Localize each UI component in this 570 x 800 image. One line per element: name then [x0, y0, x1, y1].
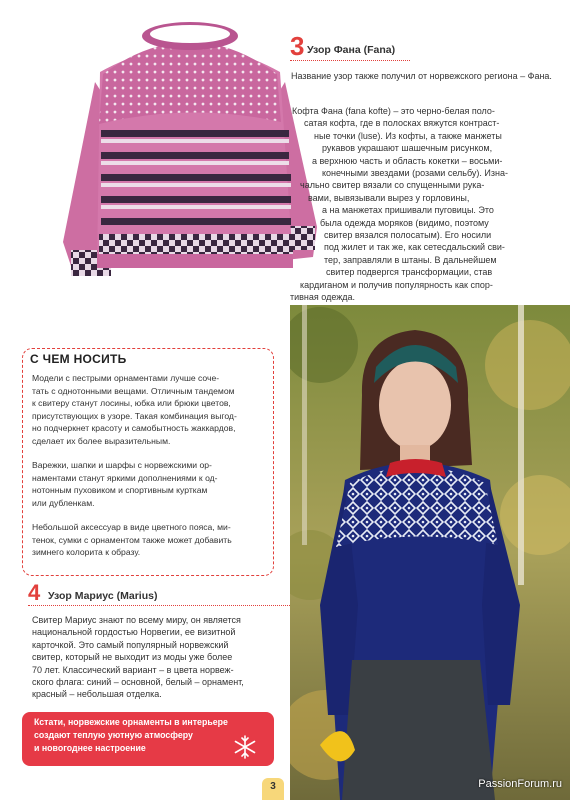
text-line: сатая кофта, где в полосках вяжутся контраст-	[304, 118, 500, 129]
page-number: 3	[270, 781, 276, 792]
text-line: Кстати, норвежские орнаменты в интерьере	[34, 717, 228, 727]
fact-text	[34, 716, 234, 755]
text-line: зимнего колорита к образу.	[32, 547, 141, 558]
callout-paragraph	[32, 372, 237, 448]
text-line: Модели с пестрыми орнаментами лучше соче-	[32, 373, 220, 383]
text-line: красный – небольшая отделка.	[32, 689, 162, 700]
text-line: тать с однотонными вещами. Отличным тандемом	[32, 385, 235, 396]
text-line: рукавов украшают шашечным рисунком,	[322, 143, 493, 154]
text-line: и новогоднее настроение	[34, 743, 146, 753]
text-line: чально свитер вязали со спущенными рука-	[300, 180, 485, 191]
title-underline	[290, 60, 410, 61]
text-line: ского флага: синий – основной, белый – орнамент,	[32, 677, 244, 688]
section-title: Узор Фана (Fana)	[307, 44, 396, 56]
text-line: Кофта Фана (fana kofte) – это черно-белая поло-	[292, 106, 495, 116]
text-line: свитер вязался полосатым). Его носили	[324, 230, 492, 241]
callout-paragraph	[32, 459, 218, 509]
text-line: была одежда моряков (видимо, поэтому	[320, 217, 489, 228]
text-line: создают теплую уютную атмосферу	[34, 730, 193, 740]
text-line: присутствующих в узоре. Такая комбинация выгод-	[32, 410, 237, 421]
text-line: но подчеркнет красоту и самобытность жаккардов,	[32, 423, 236, 434]
text-line: нотонным пуховиком и спортивным курткам	[32, 485, 208, 496]
text-line: к свитеру станут лосины, юбка или брюки цветов,	[32, 398, 231, 409]
text-line: кардиганом и получив популярность как спор-	[300, 279, 493, 290]
section-number: 4	[28, 580, 41, 605]
text-line: свитер подвергся трансформации, став	[326, 267, 493, 278]
callout-paragraph	[32, 521, 232, 559]
section-body	[32, 614, 282, 701]
text-line: а верхнюю часть и область кокетки – восьми-	[312, 155, 503, 166]
text-line: а на манжетах пришивали пуговицы. Это	[322, 205, 494, 216]
text-line: тенок, сумки с орнаментом также может добавить	[32, 534, 232, 545]
section-number: 3	[290, 31, 305, 61]
text-line: ные точки (luse). Из кофты, а также манжеты	[314, 130, 502, 141]
text-line: под жилет и так же, как сетесдальский сви-	[324, 242, 505, 253]
text-line: 70 лет. Классический вариант – в цвета норвеж-	[32, 664, 234, 675]
text-line: национальной гордостью Норвегии, ее визитной	[32, 627, 236, 638]
text-line: вами, вывязывали вырез у горловины,	[308, 192, 470, 203]
marius-sweater-photo	[290, 305, 570, 800]
text-line: Свитер Мариус знают по всему миру, он является	[32, 615, 241, 625]
title-underline	[28, 605, 290, 606]
section-title: Узор Мариус (Marius)	[48, 590, 158, 602]
section-body	[240, 105, 560, 304]
text-line: сделает их более выразительным.	[32, 435, 171, 446]
watermark: PassionForum.ru	[478, 778, 562, 790]
text-line: свитер, который не выходит из моды уже более	[32, 652, 233, 663]
text-line: конечными звездами (розами сельбу). Изна-	[322, 168, 509, 179]
snowflake-icon	[232, 734, 258, 760]
text-line: тер, заправляли в штаны. В дальнейшем	[324, 254, 497, 265]
section-intro: Название узор также получил от норвежского региона – Фана.	[291, 71, 552, 81]
text-line: или дубленкам.	[32, 497, 95, 508]
text-line: тивная одежда.	[290, 292, 356, 303]
text-line: Небольшой аксессуар в виде цветного пояса, ми-	[32, 522, 231, 532]
callout-title: С ЧЕМ НОСИТЬ	[30, 352, 127, 366]
text-line: карточкой. Это самый популярный норвежский	[32, 639, 229, 650]
text-line: Варежки, шапки и шарфы с норвежскими ор-	[32, 460, 212, 470]
text-line: наментами станут яркими дополнениями к од-	[32, 472, 218, 483]
